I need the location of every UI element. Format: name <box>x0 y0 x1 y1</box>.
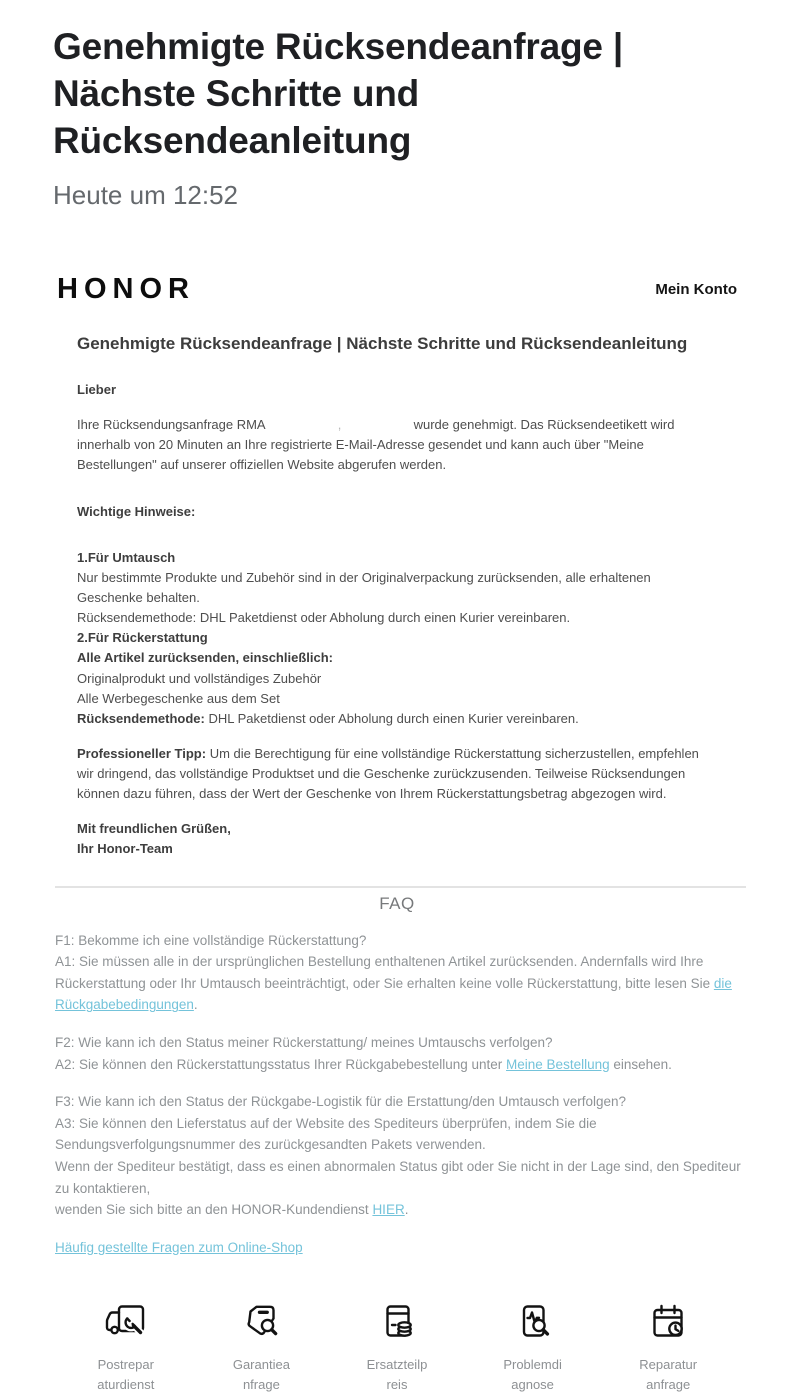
footer-label <box>600 1355 736 1394</box>
pro-tip-text: Um die Berechtigung für eine vollständige Rückerstattung sicherzustellen, empfehlen wir dringend, das vollständige Produktset und die Geschenke zurückzusenden. Teilweise Rücksendungen können dazu führen, dass der Wert der Geschenke von Ihrem Rückerstattungsbetrag abgezogen wird. <box>77 745 699 802</box>
intro-after-rma: wurde genehmigt. Das Rücksendeetikett wird innerhalb von 20 Minuten an Ihre registrierte E-Mail-Adresse gesendet und kann auch über "Meine Bestellungen" auf unserer offiziellen Website abgerufen werden. <box>77 417 675 473</box>
faq-answer-1-suffix: . <box>193 997 198 1013</box>
pro-tip-label: Professioneller Tipp: <box>77 745 207 761</box>
email-subject: Genehmigte Rücksendeanfrage | Nächste Schritte und Rücksendeanleitung <box>77 333 688 353</box>
shop-faq-link[interactable]: Häufig gestellte Fragen zum Online-Shop <box>55 1239 303 1255</box>
footer-item-postal-repair[interactable] <box>58 1298 194 1394</box>
warranty-tag-search-icon <box>194 1298 330 1346</box>
faq-answer-3b <box>55 1156 748 1221</box>
faq-answer-2-text: A2: Sie können den Rückerstattungsstatus Ihrer Rückgabebestellung unter <box>55 1056 507 1072</box>
footer-label-line1: Problemdi <box>503 1357 562 1373</box>
item2-line2: Alle Werbegeschenke aus dem Set <box>77 690 280 706</box>
footer-label <box>465 1355 601 1394</box>
my-order-link[interactable]: Meine Bestellung <box>506 1056 610 1072</box>
item2-method-text: DHL Paketdienst oder Abholung durch einen Kurier vereinbaren. <box>204 710 579 726</box>
closing-line1: Mit freundlichen Grüßen, <box>77 821 231 837</box>
my-account-link[interactable]: Mein Konto <box>655 280 737 298</box>
email-header <box>57 273 737 306</box>
page-title: Genehmigte Rücksendeanfrage | Nächste Schritte und Rücksendeanleitung <box>53 26 623 161</box>
faq-heading: FAQ <box>379 893 415 913</box>
faq-answer-3b-suffix: . <box>404 1202 409 1218</box>
item2-line1: Originalprodukt und vollständiges Zubehör <box>77 670 322 686</box>
faq-content <box>55 930 748 1259</box>
faq-answer-2 <box>55 1054 748 1076</box>
footer-item-diagnosis[interactable] <box>465 1298 601 1394</box>
footer-label-line2: anfrage <box>646 1376 691 1392</box>
shop-faq <box>55 1237 748 1259</box>
pro-tip <box>77 744 717 804</box>
here-link[interactable]: HIER <box>372 1202 405 1218</box>
footer-item-repair-request[interactable] <box>600 1298 736 1394</box>
footer-label <box>329 1355 465 1394</box>
instructions-list <box>77 548 717 729</box>
footer-item-parts-price[interactable] <box>329 1298 465 1394</box>
spare-parts-price-icon <box>329 1298 465 1346</box>
item1-line1: Nur bestimmte Produkte und Zubehör sind in der Originalverpackung zurücksenden, alle erhaltenen Geschenke behalten. <box>77 569 651 605</box>
footer-label-line1: Ersatzteilp <box>366 1357 428 1373</box>
footer-label-line1: Postrepar <box>97 1357 154 1373</box>
faq-question-2: F2: Wie kann ich den Status meiner Rückerstattung/ meines Umtauschs verfolgen? <box>55 1035 553 1050</box>
faq-answer-3b-line: Wenn der Spediteur bestätigt, dass es einen abnormalen Status gibt oder Sie nicht in der Lage sind, den Spediteur zu kontaktieren, <box>55 1158 741 1196</box>
closing-line2: Ihr Honor-Team <box>77 841 173 857</box>
intro-paragraph <box>77 415 717 475</box>
footer-label-line2: nfrage <box>242 1376 280 1392</box>
return-policy-link[interactable]: die Rückgabebedingungen <box>55 975 732 1013</box>
notes-heading: Wichtige Hinweise: <box>77 503 196 519</box>
item2-title: 2.Für Rückerstattung <box>77 630 208 646</box>
faq-divider <box>55 886 746 888</box>
mail-timestamp: Heute um 12:52 <box>53 179 239 210</box>
problem-diagnosis-icon <box>465 1298 601 1346</box>
truck-wrench-icon <box>58 1298 194 1346</box>
intro-before-rma: Ihre Rücksendungsanfrage RMA <box>77 417 266 433</box>
footer-label-line1: Reparatur <box>639 1357 698 1373</box>
faq-section <box>0 886 794 1259</box>
greeting: Lieber <box>77 381 117 397</box>
item2-method-label: Rücksendemethode: <box>77 710 205 726</box>
item1-title: 1.Für Umtausch <box>77 549 176 565</box>
faq-question-3: F3: Wie kann ich den Status der Rückgabe-Logistik für die Erstattung/den Umtausch verfolgen? <box>55 1094 627 1110</box>
footer-label-line1: Garantiea <box>232 1357 290 1373</box>
service-shortcuts <box>58 1298 736 1394</box>
faq-answer-1 <box>55 951 748 1016</box>
footer-label-line2: agnose <box>511 1376 554 1392</box>
footer-item-warranty[interactable] <box>194 1298 330 1394</box>
honor-logo: HONOR <box>57 272 195 305</box>
footer-label <box>58 1355 194 1394</box>
item2-subtitle: Alle Artikel zurücksenden, einschließlich: <box>77 650 333 666</box>
mail-header <box>0 0 794 211</box>
footer-label <box>194 1355 330 1394</box>
faq-answer-1-text: A1: Sie müssen alle in der ursprünglichen Bestellung enthaltenen Artikel zurücksenden. Andernfalls wird Ihre Rückerstattung oder Ihr Umtausch beeinträchtigt, oder Sie erhalten keine volle Rückerstattung, bitte lesen Sie <box>55 954 714 991</box>
footer-label-line2: reis <box>386 1376 408 1392</box>
item2-method <box>77 709 717 729</box>
repair-calendar-clock-icon <box>600 1298 736 1346</box>
rma-number-redacted: , <box>337 417 342 433</box>
faq-answer-3b-text: wenden Sie sich bitte an den HONOR-Kundendienst <box>55 1202 373 1218</box>
email-content <box>57 273 737 860</box>
email-body <box>77 380 717 860</box>
faq-question-1: F1: Bekomme ich eine vollständige Rückerstattung? <box>55 932 367 948</box>
item1-line2: Rücksendemethode: DHL Paketdienst oder Abholung durch einen Kurier vereinbaren. <box>77 610 571 626</box>
faq-answer-3: A3: Sie können den Lieferstatus auf der Website des Spediteurs überprüfen, indem Sie die Sendungsverfolgungsnummer des zurückgesandten Pakets verwenden. <box>55 1115 597 1153</box>
faq-answer-2-suffix: einsehen. <box>609 1056 672 1072</box>
footer-label-line2: aturdienst <box>97 1376 155 1392</box>
